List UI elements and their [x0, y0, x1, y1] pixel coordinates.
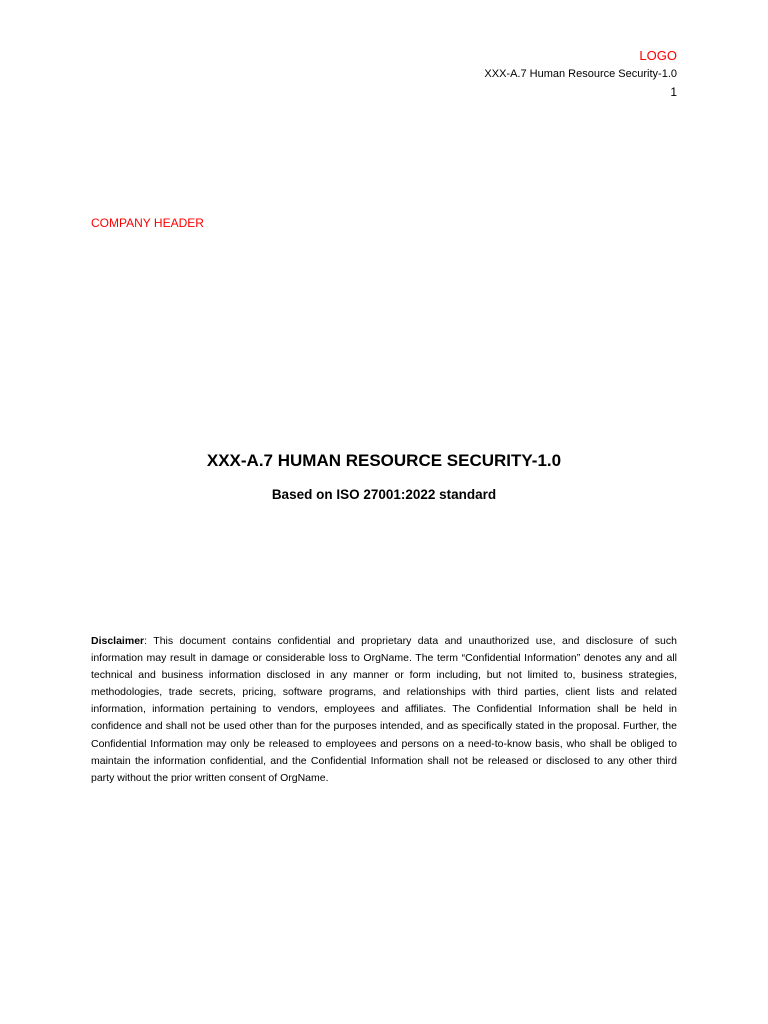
title-block [0, 449, 768, 505]
disclaimer-label: Disclaimer [91, 635, 145, 647]
page-number: 1 [670, 85, 677, 99]
company-header-placeholder: COMPANY HEADER [91, 216, 204, 230]
disclaimer-paragraph [91, 633, 677, 787]
disclaimer-text: : This document contains confidential and proprietary data and unauthorized use, and disclosure of such information may result in damage or considerable loss to OrgName. The term “Confidential Information” denotes any and all technical and business information disclosed in any manner or form including, but not limited to, business strategies, methodologies, trade secrets, pricing, software programs, and relationships with third parties, client lists and related information, information pertaining to vendors, employees and affiliates. The Confidential Information shall be held in confidence and shall not be used other than for the purposes intended, and as specifically stated in the proposal. Further, the Confidential Information may only be released to employees and persons on a need-to-know basis, who shall be obliged to maintain the information confidential, and the Confidential Information shall not be released or disclosed to any other third party without the prior written consent of OrgName. [91, 635, 677, 784]
document-id: XXX-A.7 Human Resource Security-1.0 [484, 68, 677, 80]
logo-placeholder: LOGO [639, 48, 677, 63]
page-header [484, 47, 677, 101]
document-title: XXX-A.7 HUMAN RESOURCE SECURITY-1.0 [206, 451, 562, 470]
document-subtitle: Based on ISO 27001:2022 standard [271, 487, 497, 502]
